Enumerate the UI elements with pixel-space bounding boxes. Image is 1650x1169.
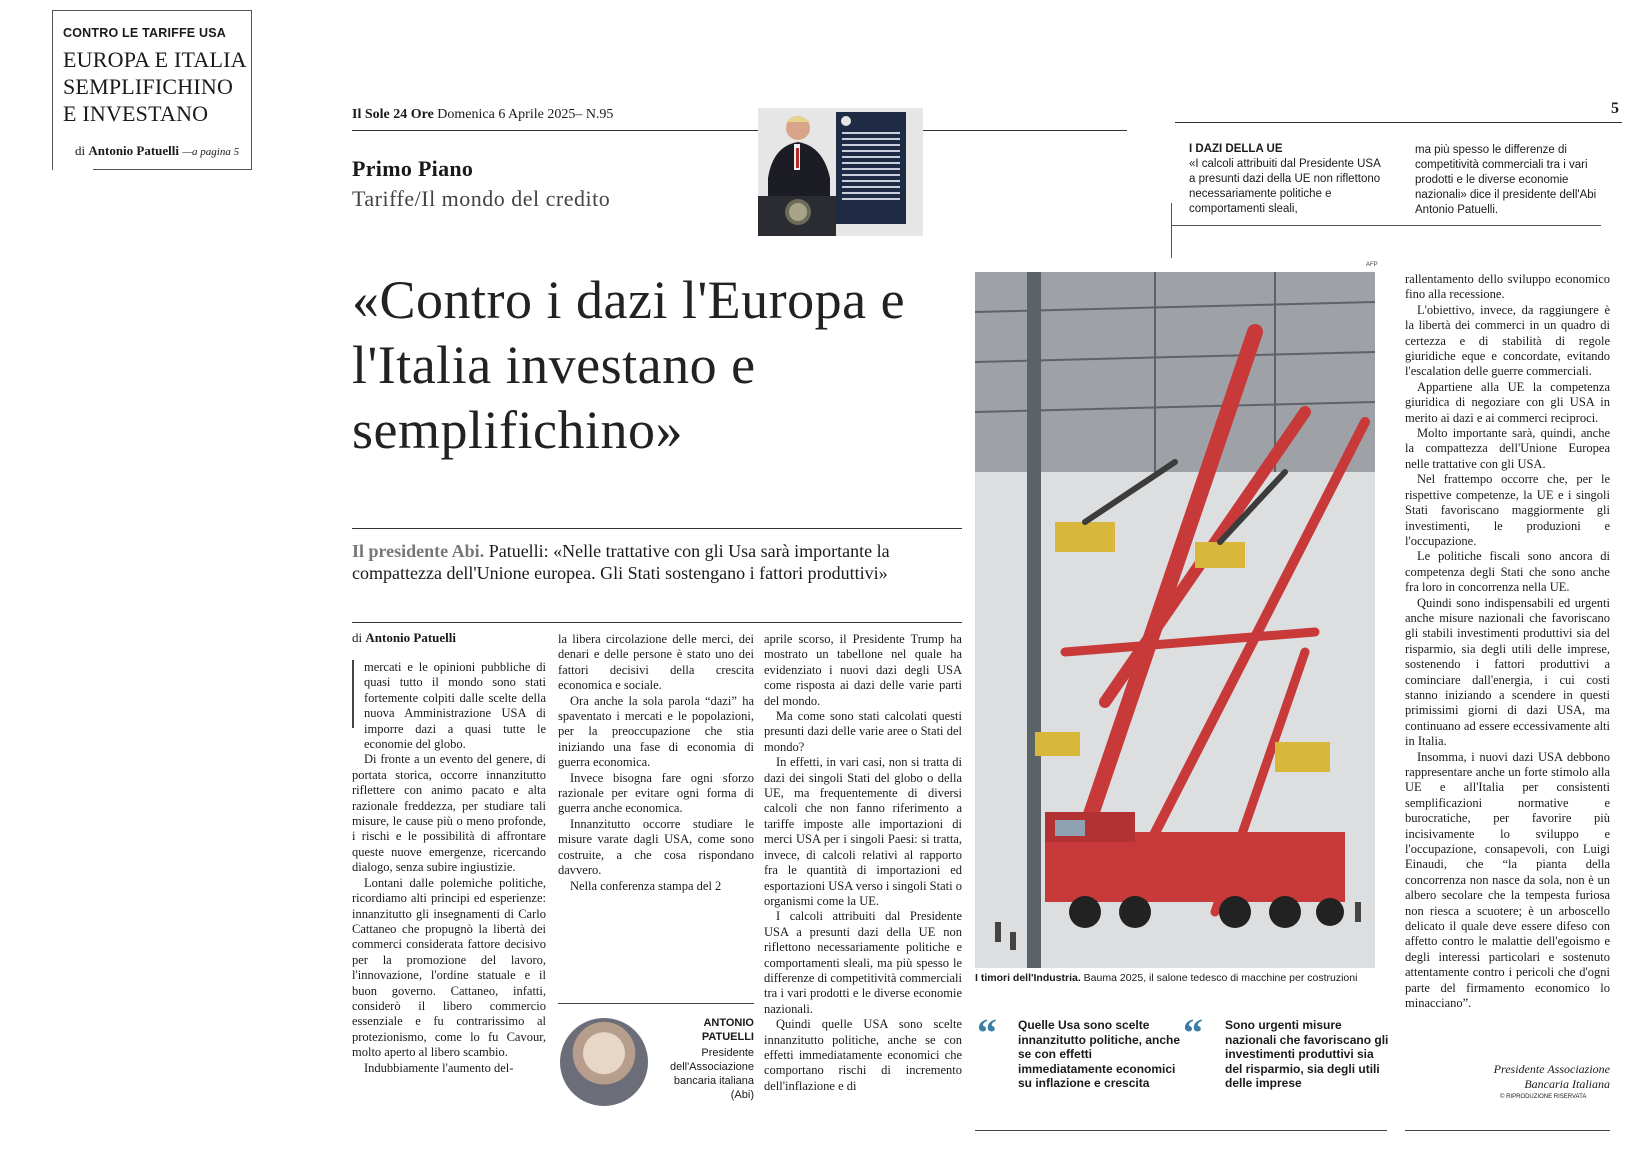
article-paragraph: Insomma, i nuovi dazi USA debbono rappresentare anche un forte stimolo alla UE e all'Italia per consistenti semplificazioni normative e burocratiche, per favorire più incisivamente lo sviluppo e l'occupazione, consapevoli, con Luigi Einaudi, che “la pianta della concorrenza non nasce da sola, non è un albero secolare che la tempesta furiosa non riesca a scuotere; è un arboscello delicato il quale deve essere difeso con affetto contro le malattie dell'egoismo e degli interessi particolari e sostenuto attentamente contro i pericoli che d'ogni parte del firmamento economico lo minacciano”. bbox=[1405, 749, 1610, 1011]
article-paragraph: Ma come sono stati calcolati questi presunti dazi delle varie aree o Stati del mondo? bbox=[764, 709, 962, 754]
caption-lead: I timori dell'Industria. bbox=[975, 972, 1081, 984]
trump-tariff-board-photo bbox=[758, 108, 923, 236]
article-paragraph: I calcoli attribuiti dal Presidente USA a presunti dazi della UE non riflettono necessariamente politiche e comportamenti sleali, ma più spesso le differenze di competitività commerciali tra i vari prodotti e le diverse economie nazionali. bbox=[764, 909, 962, 1016]
author-portrait bbox=[560, 1018, 648, 1106]
article-paragraph: Innanzitutto occorre studiare le misure varate dagli USA, come sono costruite, a che cosa rispondano davvero. bbox=[558, 816, 754, 878]
author-name-line2: PATUELLI bbox=[701, 1031, 754, 1043]
photo-credit: AFP bbox=[1366, 262, 1378, 268]
article-column-2 bbox=[558, 632, 754, 894]
clipping-page-ref: —a pagina 5 bbox=[182, 146, 240, 158]
section-subtitle: Tariffe/Il mondo del credito bbox=[352, 186, 611, 211]
issue-date: Domenica 6 Aprile 2025– N.95 bbox=[437, 107, 614, 122]
clipping-kicker: CONTRO LE TARIFFE USA bbox=[63, 26, 226, 40]
clipping-top-rule bbox=[53, 10, 251, 11]
author-role: Presidente dell'Associazione bancaria italiana (Abi) bbox=[669, 1047, 754, 1101]
author-name-line1: ANTONIO bbox=[703, 1017, 754, 1029]
column-bottom-rule bbox=[1405, 1130, 1610, 1131]
article-paragraph: aprile scorso, il Presidente Trump ha mostrato un tabellone nel quale ha evidenziato i nuovi dazi degli USA come risposta ai dazi delle varie parti del mondo. bbox=[764, 632, 962, 708]
section-title: Primo Piano bbox=[352, 156, 474, 181]
article-paragraph: rallentamento dello sviluppo economico fino alla recessione. bbox=[1405, 272, 1610, 302]
article-paragraph: Di fronte a un evento del genere, di portata storica, occorre innanzitutto riflettere con animo pacato e alta razionale freddezza, per studiare tali misure, le cause più o meno profonde, i rischi e le possibilità di affrontare queste nuove emergenze, ricercando dialogo, senza subire ingiustizie. bbox=[352, 752, 546, 875]
article-paragraph: Indubbiamente l'aumento del- bbox=[364, 1060, 514, 1075]
article-paragraph: Quindi quelle USA sono scelte innanzitutto politiche, anche se con effetti immediatamente economici che comportano rischi di incremento dell'inflazione e di bbox=[764, 1017, 962, 1093]
article-paragraph: Lontani dalle polemiche politiche, ricordiamo alti principi ed esperienze: innanzitutto gli insegnamenti di Carlo Cattaneo che propugnò la libertà dei commerci considerata fattore decisivo per la promozione del lavoro, l'innovazione, l'ordine statuale e il buon governo. Cattaneo, infatti, considerò il libero commercio essenziale e fu contrarissimo al protezionismo, come lo fu Cavour, molto aperto al libero scambio. bbox=[352, 875, 546, 1060]
quote-mark-icon: “ bbox=[977, 1010, 997, 1055]
clipping-by-prefix: di bbox=[75, 143, 86, 158]
quote-mark-icon: “ bbox=[1183, 1010, 1203, 1055]
article-column-4 bbox=[1405, 272, 1610, 1012]
deck bbox=[352, 540, 962, 584]
bauma-photo-illustration bbox=[975, 272, 1375, 968]
headline: «Contro i dazi l'Europa e l'Italia investano e semplifichino» bbox=[352, 270, 906, 460]
bauma-cranes-photo bbox=[975, 272, 1375, 968]
byline-author: Antonio Patuelli bbox=[365, 630, 457, 645]
clipping-box bbox=[52, 10, 252, 170]
article-paragraph: la libera circolazione delle merci, dei denari e delle persone è stato uno dei fattori decisivi della crescita economica e sociale. bbox=[558, 632, 754, 693]
article-paragraph: mercati e le opinioni pubbliche di quasi tutto il mondo sono stati fortemente colpiti dalle scelte della nuova Amministrazione USA di imporre dazi a quasi tutte le economie del globo. bbox=[364, 660, 546, 752]
page-number: 5 bbox=[1611, 100, 1619, 117]
article-paragraph: L'obiettivo, invece, da raggiungere è la libertà dei commerci in un quadro di certezza e di stabilità di regole giuridiche eque e concordate, evitando l'escalation delle guerre commerciali. bbox=[1405, 302, 1610, 379]
dazi-box-left-rule bbox=[1171, 203, 1172, 258]
article-column-3 bbox=[764, 632, 962, 1094]
article-paragraph: Invece bisogna fare ogni sforzo razionale per evitare ogni forma di guerra anche economica. bbox=[558, 770, 754, 816]
article-column-1 bbox=[352, 660, 546, 1076]
caption-text: Bauma 2025, il salone tedesco di macchine per costruzioni bbox=[1080, 972, 1358, 984]
byline bbox=[352, 630, 456, 646]
masthead-rule bbox=[352, 130, 1127, 131]
article-paragraph: Appartiene alla UE la competenza giuridica di negoziare con gli USA in merito ai dazi e ai commerci reciproci. bbox=[1405, 379, 1610, 425]
article-paragraph: Nel frattempo occorre che, per le rispettive competenze, la UE e i singoli Stati favoriscano maggiormente gli investimenti, le produzioni e l'occupazione. bbox=[1405, 472, 1610, 548]
article-paragraph: Ora anche la sola parola “dazi” ha spaventato i mercati e le popolazioni, per la preoccupazione che stia iniziando una fase di economia di guerra economica. bbox=[558, 693, 754, 770]
author-name bbox=[702, 1016, 754, 1044]
reproduction-notice: © RIPRODUZIONE RISERVATA bbox=[1500, 1094, 1587, 1100]
clipping-author: Antonio Patuelli bbox=[88, 143, 180, 158]
trump-photo-illustration bbox=[758, 108, 923, 236]
signature-line2: Bancaria Italiana bbox=[1524, 1077, 1610, 1091]
deck-lead: Il presidente Abi. bbox=[352, 541, 485, 561]
clipping-bottom-rule bbox=[93, 169, 251, 170]
dazi-box-label: I DAZI DELLA UE bbox=[1189, 143, 1283, 155]
pull-quote-2: Sono urgenti misure nazionali che favoriscano gli investimenti produttivi sia del risparmio, sia degli utili delle imprese bbox=[1225, 1018, 1389, 1090]
masthead bbox=[352, 107, 613, 123]
author-signature bbox=[1405, 1062, 1610, 1092]
article-paragraph: Nella conferenza stampa del 2 bbox=[570, 878, 722, 893]
deck-top-rule bbox=[352, 528, 962, 529]
signature-line1: Presidente Associazione bbox=[1493, 1062, 1610, 1076]
article-paragraph: In effetti, in vari casi, non si tratta di dazi dei singoli Stati del globo o della UE, ma frequentemente di diversi calcoli che non fanno riferimento a tariffe imposte alle importazioni di merci USA per i singoli Paesi: si tratta, invece, di calcoli relativi al rapporto fra le quantità di importazioni ed esportazioni USA verso i singoli Stati o organismi come la UE. bbox=[764, 755, 962, 908]
author-box bbox=[558, 1003, 754, 1104]
dazi-box-bottom-rule bbox=[1171, 225, 1601, 226]
article-paragraph: Molto importante sarà, quindi, anche la compattezza dell'Unione Europea nelle trattative con gli USA. bbox=[1405, 426, 1610, 471]
dazi-box-col2: ma più spesso le differenze di competitività commerciali tra i vari prodotti e le diverse economie nazionali» dice il presidente dell'Abi Antonio Patuelli. bbox=[1415, 144, 1597, 216]
masthead-rule-right bbox=[1175, 122, 1622, 123]
photo-caption bbox=[975, 972, 1375, 984]
dazi-box-col1: «I calcoli attribuiti dal Presidente USA a presunti dazi della UE non riflettono necessariamente politiche e comportamenti sleali, bbox=[1189, 158, 1381, 215]
paper-name: Il Sole 24 Ore bbox=[352, 107, 434, 122]
clipping-byline bbox=[75, 143, 239, 159]
article-paragraph: Le politiche fiscali sono ancora di competenza degli Stati che sono anche fra loro in concorrenza nella UE. bbox=[1405, 549, 1610, 595]
article-paragraph: Quindi sono indispensabili ed urgenti anche misure nazionali che favoriscano gli stabili investimenti produttivi sia del risparmio, sia degli utili delle imprese, sostenendo i fattori produttivi a cominciare dall'energia, i cui costi stanno iniziando a scendere in questi primissimi giorni di dazi USA, ma continuano ad essere eccessivamente alti in Italia. bbox=[1405, 595, 1610, 749]
deck-text: Patuelli: «Nelle trattative con gli Usa sarà importante la compattezza dell'Unione europea. Gli Stati sostengano i fattori produttivi» bbox=[352, 541, 890, 583]
clipping-title: EUROPA E ITALIA SEMPLIFICHINO E INVESTANO bbox=[63, 47, 246, 126]
deck-bottom-rule bbox=[352, 622, 962, 623]
byline-prefix: di bbox=[352, 630, 363, 645]
quotes-bottom-rule bbox=[975, 1130, 1387, 1131]
pull-quote-1: Quelle Usa sono scelte innanzitutto politiche, anche se con effetti immediatamente economici su inflazione e crescita bbox=[1018, 1018, 1180, 1090]
dazi-ue-box bbox=[1171, 143, 1611, 228]
